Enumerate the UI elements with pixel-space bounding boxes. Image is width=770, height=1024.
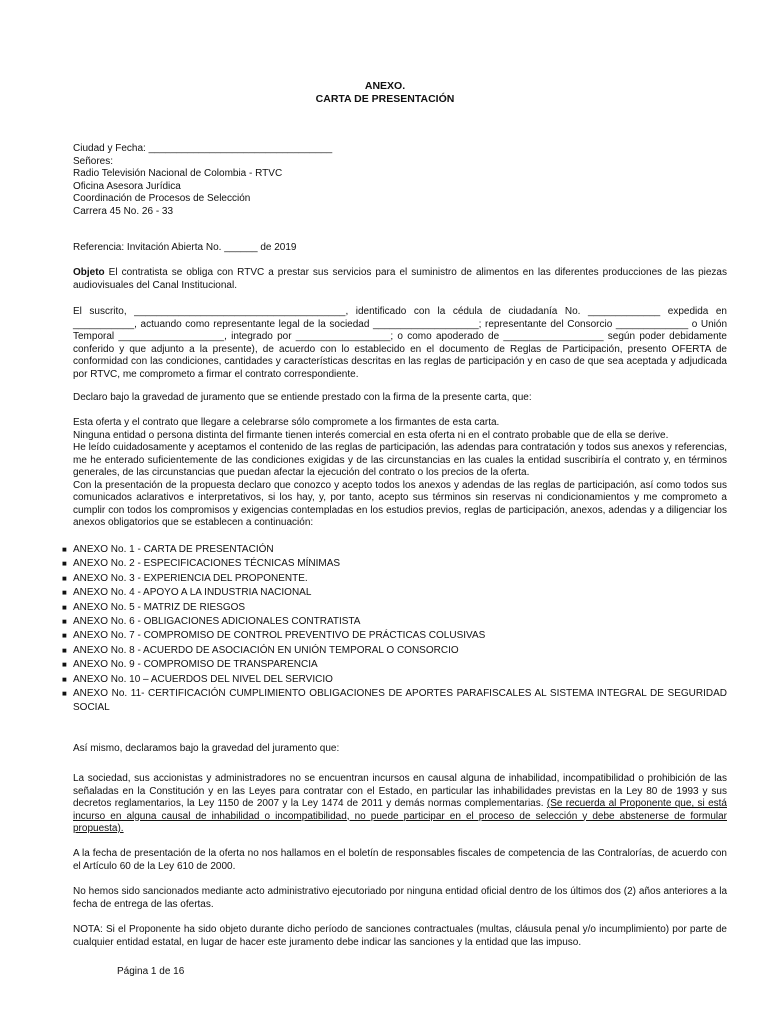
annex-item: ■ ANEXO No. 4 - APOYO A LA INDUSTRIA NACIONAL [62,586,727,600]
sociedad-text: La sociedad, sus accionistas y administradores no se encuentran incursos en causal alguna de inhabilidad, incompatibilidad o prohibición de las señaladas en la Constitución y en las Leyes para contratar con el Estado, en particular las inhabilidades previstas en la Ley 80 de 1993 y sus decretos reglamentarios, la Ley 1150 de 2007 y la Ley 1474 de 2011 y demás normas complementarias. [73,773,727,809]
square-bullet-icon: ■ [62,602,67,612]
suscrito-paragraph: El suscrito, ______________________________________, identificado con la cédula de ciudadanía No. _____________ expedida en ___________, actuando como representante legal de la sociedad ___________________; representante del Consorcio _____________ o Unión Temporal ___________________, integrado por _________________; o como apoderado de __________________ según poder debidamente conferido y que adjunto a la presente), de acuerdo con lo establecido en el documento de Reglas de Participación, presento OFERTA de conformidad con las condiciones, cantidades y características descritas en las reglas de participación y en caso de que sea aceptada y adjudicada por RTVC, me comprometo a firmar el contrato correspondiente. [73,306,727,380]
declaro-paragraph: Declaro bajo la gravedad de juramento que se entiende prestado con la firma de la presente carta, que: [73,392,532,403]
page-subtitle: CARTA DE PRESENTACIÓN [315,93,455,105]
annex-item: ■ ANEXO No. 8 - ACUERDO DE ASOCIACIÓN EN UNIÓN TEMPORAL O CONSORCIO [62,644,727,658]
square-bullet-icon: ■ [62,588,67,598]
objeto-text: El contratista se obliga con RTVC a prestar sus servicios para el suministro de alimentos en las diferentes producciones de las piezas audiovisuales del Canal Institucional. [73,267,727,291]
address-line-2: Oficina Asesora Jurídica [73,180,181,192]
square-bullet-icon: ■ [62,573,67,583]
annex-item: ■ ANEXO No. 7 - COMPROMISO DE CONTROL PREVENTIVO DE PRÁCTICAS COLUSIVAS [62,629,727,643]
sociedad-paragraph [73,773,727,836]
annex-item: ■ ANEXO No. 5 - MATRIZ DE RIESGOS [62,601,727,615]
annex-item: ■ ANEXO No. 10 – ACUERDOS DEL NIVEL DEL SERVICIO [62,673,727,687]
annex-item: ■ ANEXO No. 11- CERTIFICACIÓN CUMPLIMIENTO OBLIGACIONES DE APORTES PARAFISCALES AL SISTEMA INTEGRAL DE SEGURIDAD SOCIAL [62,688,727,714]
asimismo-paragraph: Así mismo, declaramos bajo la gravedad del juramento que: [73,743,340,754]
annex-item: ■ ANEXO No. 3 - EXPERIENCIA DEL PROPONENTE. [62,572,727,586]
annex-item: ■ ANEXO No. 1 - CARTA DE PRESENTACIÓN [62,543,727,557]
objeto-label: Objeto [73,267,105,278]
square-bullet-icon: ■ [62,645,67,655]
square-bullet-icon: ■ [62,660,67,670]
address-line-4: Carrera 45 No. 26 - 33 [73,205,174,217]
square-bullet-icon: ■ [62,617,67,627]
square-bullet-icon: ■ [62,545,67,554]
reference-line: Referencia: Invitación Abierta No. ______ de 2019 [73,242,297,253]
square-bullet-icon: ■ [62,559,67,569]
annex-item: ■ ANEXO No. 2 - ESPECIFICACIONES TÉCNICAS MÍNIMAS [62,557,727,571]
sociedad-underlined-note: (Se recuerda al Proponente que, si está incurso en alguna causal de inhabilidad o incompatibilidad, no puede participar en el proceso de selección y debe abstenerse de formular propuesta). [73,798,727,834]
fecha-oferta-paragraph: A la fecha de presentación de la oferta no nos hallamos en el boletín de responsables fiscales de competencia de las Contralorías, de acuerdo con el Artículo 60 de la Ley 610 de 2000. [73,848,727,872]
annex-item: ■ ANEXO No. 9 - COMPROMISO DE TRANSPARENCIA [62,658,727,672]
declarations-block [73,417,727,530]
address-block [73,143,727,218]
declaration-4: Con la presentación de la propuesta declaro que conozco y acepto todos los anexos y adendas de las reglas de participación, así como todos sus comunicados aclarativos e interpretativos, si los hay, y, por tanto, acepto sus términos sin reservas ni condicionamientos y me comprometo a cumplir con todos los compromisos y exigencias contempladas en los estudios previos, reglas de participación, anexos, adendas y a diligenciar los anexos obligatorios que se establecen a continuación: [73,479,727,528]
city-date-line: Ciudad y Fecha: _________________________________ [73,143,333,154]
nota-paragraph: NOTA: Si el Proponente ha sido objeto durante dicho período de sanciones contractuales (multas, cláusula penal y/o incumplimiento) por parte de cualquier entidad estatal, en lugar de hacer este juramento debe indicar las sanciones y la entidad que las impuso. [73,924,727,948]
annex-item: ■ ANEXO No. 6 - OBLIGACIONES ADICIONALES CONTRATISTA [62,615,727,629]
declaration-1: Esta oferta y el contrato que llegare a celebrarse sólo compromete a los firmantes de esta carta. [73,417,500,428]
address-line-3: Coordinación de Procesos de Selección [73,193,251,204]
declaration-3: He leído cuidadosamente y aceptamos el contenido de las reglas de participación, las adendas para contratación y todos sus anexos y referencias, me he enterado suficientemente de las condiciones exigidas y de las circunstancias en las cuales la entidad suscribiría el contrato y, en términos generales, de las circunstancias que puedan afectar la ejecución del contrato o los precios de la oferta. [73,442,727,478]
page-number: Página 1 de 16 [117,966,185,977]
declaration-2: Ninguna entidad o persona distinta del firmante tienen interés comercial en esta oferta ni en el contrato probable que de ella se derive. [73,429,669,441]
page-title: ANEXO. [364,80,406,92]
sancionados-paragraph: No hemos sido sancionados mediante acto administrativo ejecutoriado por ninguna entidad oficial dentro de los últimos dos (2) años anteriores a la fecha de entrega de las ofertas. [73,886,727,910]
greeting: Señores: [73,155,114,167]
square-bullet-icon: ■ [62,631,67,641]
annex-list [62,543,727,716]
square-bullet-icon: ■ [62,674,67,684]
square-bullet-icon: ■ [62,689,67,699]
address-line-1: Radio Televisión Nacional de Colombia - RTVC [73,168,283,179]
objeto-paragraph [73,267,727,292]
